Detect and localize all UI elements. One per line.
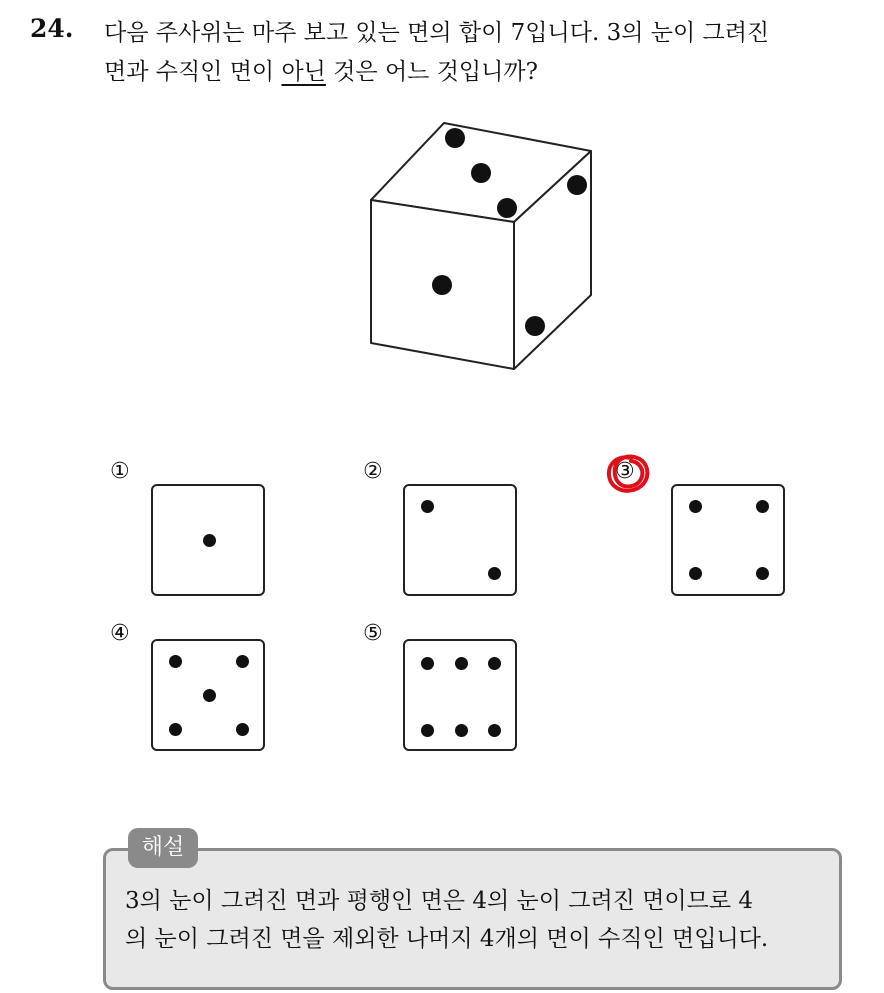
pip bbox=[488, 567, 501, 580]
solution-line-1: 3의 눈이 그려진 면과 평행인 면은 4의 눈이 그려진 면이므로 4 bbox=[125, 888, 754, 914]
pip bbox=[756, 500, 769, 513]
pip bbox=[488, 724, 501, 737]
solution-line-2: 의 눈이 그려진 면을 제외한 나머지 4개의 면이 수직인 면입니다. bbox=[125, 926, 769, 952]
cube-front-pip bbox=[432, 275, 452, 295]
pip bbox=[421, 724, 434, 737]
pip bbox=[203, 689, 216, 702]
solution-text bbox=[125, 882, 825, 958]
pip bbox=[236, 723, 249, 736]
pip bbox=[169, 723, 182, 736]
choice-4-label: ④ bbox=[110, 621, 130, 646]
question-number: 24. bbox=[30, 14, 74, 43]
pip bbox=[488, 657, 501, 670]
choice-2-label: ② bbox=[363, 459, 383, 484]
choice-5-label: ⑤ bbox=[363, 621, 383, 646]
pip bbox=[236, 655, 249, 668]
question-line-1: 다음 주사위는 마주 보고 있는 면의 합이 7입니다. 3의 눈이 그려진 bbox=[104, 20, 770, 46]
pip bbox=[169, 655, 182, 668]
choice-3-label: ③ bbox=[615, 459, 635, 484]
pip bbox=[203, 534, 216, 547]
solution-tag: 해설 bbox=[128, 828, 198, 868]
choice-5-die-face[interactable] bbox=[403, 639, 517, 751]
choice-1-die-face[interactable] bbox=[151, 484, 265, 596]
cube-top-pip bbox=[471, 163, 491, 183]
question-text bbox=[104, 14, 874, 92]
pip bbox=[455, 657, 468, 670]
question-line-2-start: 면과 수직인 면이 bbox=[104, 59, 282, 85]
pip bbox=[421, 657, 434, 670]
cube-right-pip bbox=[525, 316, 545, 336]
cube-top-pip bbox=[445, 128, 465, 148]
question-line-2 bbox=[104, 53, 874, 92]
choice-2-die-face[interactable] bbox=[403, 484, 517, 596]
choice-4-die-face[interactable] bbox=[151, 639, 265, 751]
cube-top-pip bbox=[497, 198, 517, 218]
pip bbox=[689, 567, 702, 580]
pip bbox=[756, 567, 769, 580]
dice-cube-figure bbox=[355, 115, 605, 375]
pip bbox=[689, 500, 702, 513]
underlined-word: 아닌 bbox=[281, 59, 326, 85]
question-line-2-end: 것은 어느 것입니까? bbox=[325, 59, 538, 85]
choice-1-label: ① bbox=[110, 459, 130, 484]
cube-right-pip bbox=[567, 175, 587, 195]
pip bbox=[455, 724, 468, 737]
pip bbox=[421, 500, 434, 513]
choice-3-die-face[interactable] bbox=[671, 484, 785, 596]
